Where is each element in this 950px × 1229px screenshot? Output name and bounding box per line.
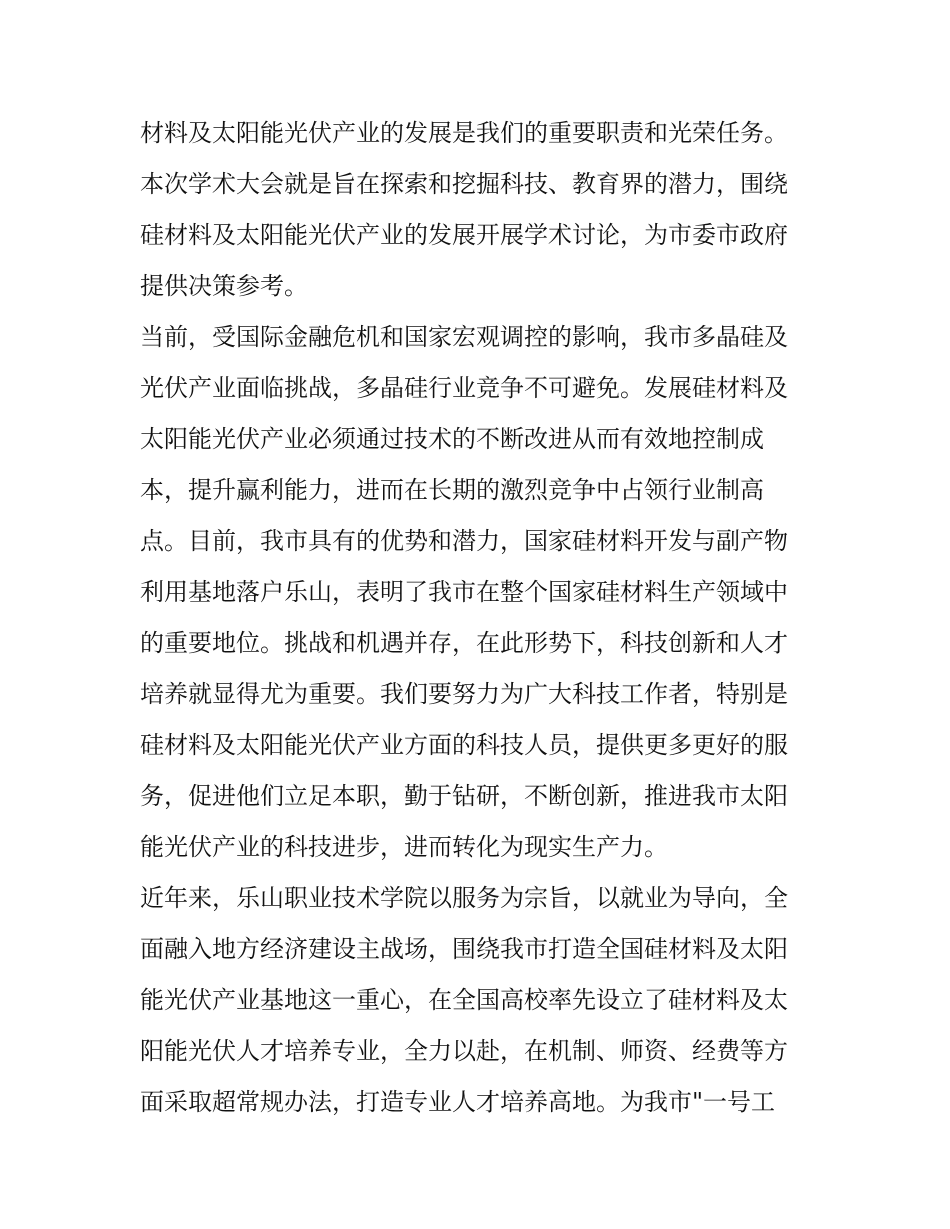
text-line: 利用基地落户乐山，表明了我市在整个国家硅材料生产领域中	[140, 578, 788, 606]
text-line: 面采取超常规办法，打造专业人才培养高地。为我市"一号工	[140, 1088, 776, 1116]
text-line: 近年来，乐山职业技术学院以服务为宗旨，以就业为导向，全	[140, 884, 788, 912]
text-line: 本，提升赢利能力，进而在长期的激烈竞争中占领行业制高	[140, 476, 764, 504]
text-line: 的重要地位。挑战和机遇并存，在此形势下，科技创新和人才	[140, 629, 788, 657]
text-line: 能光伏产业的科技进步，进而转化为现实生产力。	[140, 833, 668, 861]
text-line: 点。目前，我市具有的优势和潜力，国家硅材料开发与副产物	[140, 527, 788, 555]
text-line: 阳能光伏人才培养专业，全力以赴，在机制、师资、经费等方	[140, 1037, 788, 1065]
body-text	[140, 108, 820, 1128]
text-line: 面融入地方经济建设主战场，围绕我市打造全国硅材料及太阳	[140, 935, 788, 963]
text-line: 光伏产业面临挑战，多晶硅行业竞争不可避免。发展硅材料及	[140, 374, 788, 402]
text-line: 硅材料及太阳能光伏产业方面的科技人员，提供更多更好的服	[140, 731, 788, 759]
text-line: 太阳能光伏产业必须通过技术的不断改进从而有效地控制成	[140, 425, 764, 453]
text-line: 本次学术大会就是旨在探索和挖掘科技、教育界的潜力，围绕	[140, 170, 788, 198]
text-line: 务，促进他们立足本职，勤于钻研，不断创新，推进我市太阳	[140, 782, 788, 810]
text-line: 当前，受国际金融危机和国家宏观调控的影响，我市多晶硅及	[140, 323, 788, 351]
text-line: 硅材料及太阳能光伏产业的发展开展学术讨论，为市委市政府	[140, 221, 788, 249]
text-line: 材料及太阳能光伏产业的发展是我们的重要职责和光荣任务。	[140, 119, 788, 147]
text-line: 培养就显得尤为重要。我们要努力为广大科技工作者，特别是	[140, 680, 788, 708]
text-line: 能光伏产业基地这一重心，在全国高校率先设立了硅材料及太	[140, 986, 788, 1014]
text-line: 提供决策参考。	[140, 272, 308, 300]
